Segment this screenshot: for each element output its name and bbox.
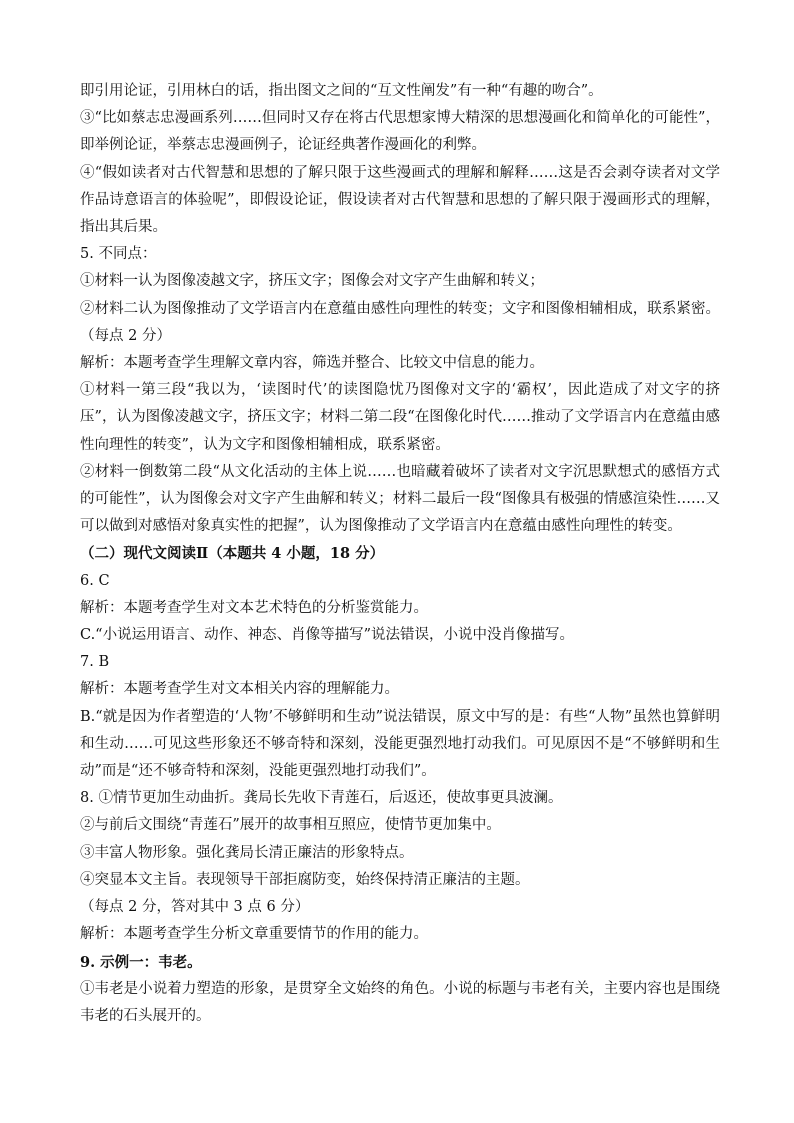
paragraph: ①韦老是小说着力塑造的形象，是贯穿全文始终的角色。小说的标题与韦老有关，主要内容也是围绕韦老的石头展开的。 xyxy=(80,980,720,1024)
section-heading: （二）现代文阅读Ⅱ（本题共 4 小题，18 分） xyxy=(80,545,385,563)
analysis: 解析：本题考查学生理解文章内容，筛选并整合、比较文中信息的能力。 xyxy=(80,355,544,372)
paragraph: C.“小说运用语言、动作、神态、肖像等描写”说法错误，小说中没肖像描写。 xyxy=(80,627,575,644)
paragraph: ②与前后文围绕“青莲石”展开的故事相互照应，使情节更加集中。 xyxy=(80,817,501,834)
answer: 7. B xyxy=(80,654,110,671)
answer: 8. ①情节更加生动曲折。龚局长先收下青莲石，后返还，使故事更具波澜。 xyxy=(80,790,563,807)
paragraph: ④突显本文主旨。表现领导干部拒腐防变，始终保持清正廉洁的主题。 xyxy=(80,871,530,888)
paragraph: 即引用论证，引用林白的话，指出图文之间的“互文性阐发”有一种“有趣的吻合”。 xyxy=(80,83,603,99)
analysis: 解析：本题考查学生对文本艺术特色的分析鉴赏能力。 xyxy=(80,599,428,616)
paragraph: ③“比如蔡志忠漫画系列……但同时又存在将古代思想家博大精深的思想漫画化和简单化的可能性”，即举例论证，举蔡志忠漫画例子，论证经典著作漫画化的利弊。 xyxy=(80,110,720,154)
answer: 6. C xyxy=(80,572,110,589)
paragraph: ②材料一倒数第二段“从文化活动的主体上说……也暗藏着破坏了读者对文字沉思默想式的感悟方式的可能性”，认为图像会对文字产生曲解和转义；材料二最后一段“图像具有极强的情感渲染性……又可以做到对感悟对象真实性的把握”，认为图像推动了文学语言内在意蕴由感性向理性的转变。 xyxy=(80,463,720,535)
analysis: 解析：本题考查学生分析文章重要情节的作用的能力。 xyxy=(80,926,428,943)
analysis: 解析：本题考查学生对文本相关内容的理解能力。 xyxy=(80,681,399,698)
document-page xyxy=(80,78,720,1030)
paragraph: ①材料一第三段“我以为，‘读图时代’的读图隐忧乃图像对文字的‘霸权’，因此造成了对文字的挤压”，认为图像凌越文字，挤压文字；材料二第二段“在图像化时代……推动了文学语言内在意蕴由感性向理性的转变”，认为文字和图像相辅相成，联系紧密。 xyxy=(80,382,720,453)
scoring-note: （每点 2 分，答对其中 3 点 6 分） xyxy=(80,899,310,916)
paragraph: ④“假如读者对古代智慧和思想的了解只限于这些漫画式的理解和解释……这是否会剥夺读者对文学作品诗意语言的体验呢”，即假设论证，假设读者对古代智慧和思想的了解只限于漫画形式的理解，指出其后果。 xyxy=(80,164,720,236)
paragraph: B.“就是因为作者塑造的‘人物’不够鲜明和生动”说法错误，原文中写的是：有些“人物”虽然也算鲜明和生动……可见这些形象还不够奇特和深刻，没能更强烈地打动我们。可见原因不是“不够鲜明和生动”而是“还不够奇特和深刻，没能更强烈地打动我们”。 xyxy=(80,708,720,780)
answer-heading: 9. 示例一：韦老。 xyxy=(80,953,202,971)
paragraph: ③丰富人物形象。强化龚局长清正廉洁的形象特点。 xyxy=(80,844,414,861)
question-number: 5. 不同点： xyxy=(80,246,157,263)
paragraph: ①材料一认为图像凌越文字，挤压文字；图像会对文字产生曲解和转义； xyxy=(80,273,544,290)
paragraph: ②材料二认为图像推动了文学语言内在意蕴由感性向理性的转变；文字和图像相辅相成，联系紧密。（每点 2 分） xyxy=(80,300,720,344)
